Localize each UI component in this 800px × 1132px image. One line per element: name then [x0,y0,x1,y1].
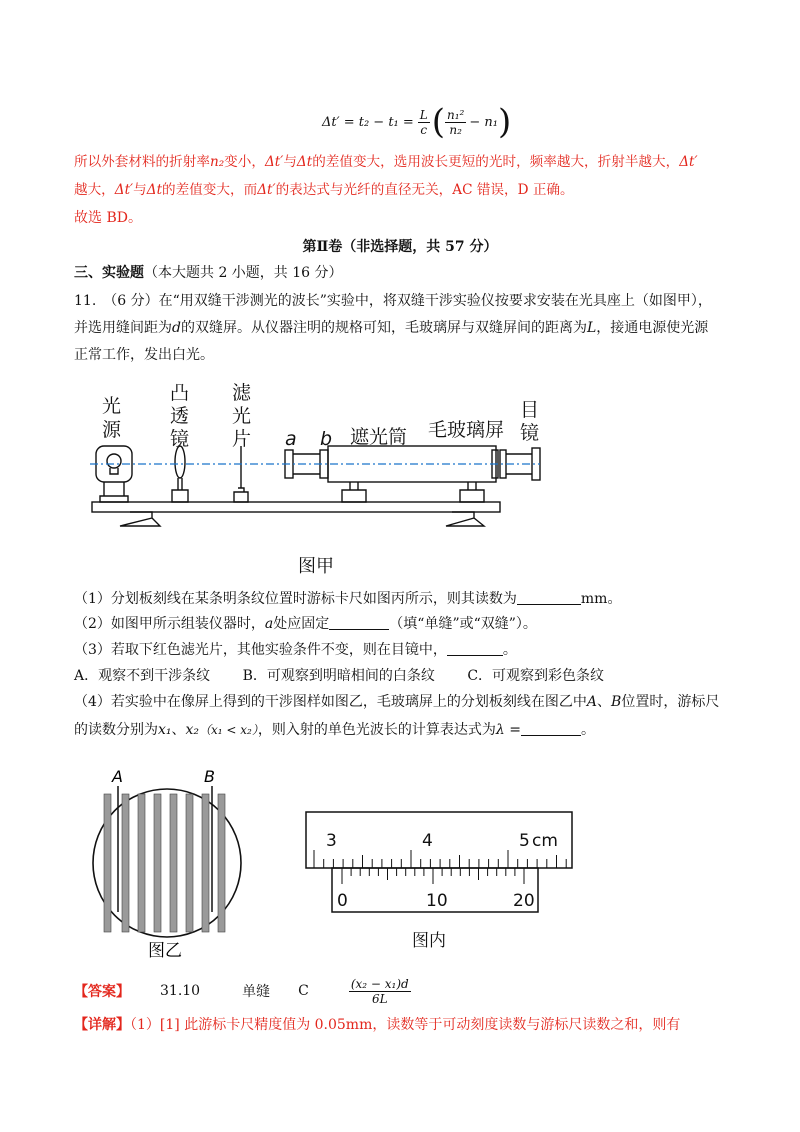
paren-open: ( [431,102,446,142]
lens-holder [172,478,188,502]
optical-bench [92,502,500,512]
label-b: b [320,428,333,450]
formula-tail: − n₁ [469,114,498,130]
figure-jia-apparatus [80,380,600,580]
explanation-line-1: 所以外套材料的折射率n₂变小，Δt′与Δt的差值变大，选用波长更短的光时，频率越大，折射半越大，Δt′ [74,154,698,170]
label-filter-3: 片 [232,428,252,450]
subq-3-options [74,666,604,686]
tube-stand-2 [460,482,484,502]
subq-4-line-1: （4）若实验中在像屏上得到的干涉图样如图乙，毛玻璃屏上的分划板刻线在图乙中A、B位置时，游标尺 [74,694,720,710]
subq-1: （1）分划板刻线在某条明条纹位置时游标卡尺如图丙所示，则其读数为 mm。 [74,591,622,607]
main-label-4: 4 [422,831,433,851]
label-A: A [112,767,123,786]
light-source-stand [100,482,128,502]
answer-3: C [298,983,309,999]
answer-4-fraction: $\frac{\text{(x₂ − x₁)d}}{6L}$ [350,976,409,1006]
vernier-label-0: 0 [337,891,348,911]
option-c: C．可观察到彩色条纹 [467,668,605,684]
label-screen: 毛玻璃屏 [428,419,505,441]
q11-line-3: 正常工作，发出白光。 [74,347,214,363]
answer-label: 【答案】 [74,984,130,1000]
label-lens-1: 凸 [170,382,190,404]
label-eyepiece-2: 镜 [520,422,540,444]
bench-foot-left [120,512,160,526]
bulb-icon [107,454,121,468]
formula-delta-t [322,100,511,144]
option-b: B．可观察到明暗相间的白条纹 [242,668,435,684]
filter-holder [234,446,248,502]
caption-jia: 图甲 [298,556,334,577]
label-lens-2: 透 [170,405,190,427]
caption-bing: 图内 [412,931,446,951]
formula-frac-n: $\frac{\text{n₁²}}{\text{n₂}}$ [447,107,465,137]
answer-row [74,970,411,1012]
vernier-label-20: 20 [513,891,535,911]
vernier-label-10: 10 [426,891,448,911]
formula-frac-l-c: $\frac{L}{c}$ [419,107,428,137]
label-B: B [204,767,215,786]
section-title: 第Ⅱ卷（非选择题，共 57 分） [302,239,498,255]
bench-foot-right [446,512,484,526]
label-filter-2: 光 [232,405,252,427]
answer-1: 31.10 [160,983,201,999]
tube-stand-1 [342,482,366,502]
label-light-2: 源 [102,419,122,441]
subq-2: （2）如图甲所示组装仪器时，a处应固定 （填“单缝”或“双缝”）。 [74,616,537,632]
answer-2: 单缝 [242,984,271,1000]
main-label-5: 5 [519,831,530,851]
label-tube: 遮光筒 [350,426,408,448]
formula-lhs: Δt′ = t₂ − t₁ = [322,114,414,130]
q11-line-1: 11. （6 分）在“用双缝干涉测光的波长”实验中，将双缝干涉实验仪按要求安装在光具座上（如图甲）， [74,293,712,309]
label-a: a [285,428,297,450]
figure-bing-vernier [300,810,580,954]
main-scale-ticks [314,850,566,868]
vernier-scale-ticks [342,868,524,884]
bulb-base [110,468,118,474]
q11-line-2: 并选用缝间距为d的双缝屏。从仪器注明的规格可知，毛玻璃屏与双缝屏间的距离为L，接通电源使光源 [74,320,709,336]
label-lens-3: 镜 [170,428,190,450]
convex-lens [175,446,185,478]
explanation-line-2: 越大，Δt′与Δt的差值变大，而Δt′的表达式与光纤的直径无关，AC 错误，D 正确。 [74,182,574,198]
unit-label: cm [532,831,558,851]
caption-yi: 图乙 [148,941,182,961]
main-label-3: 3 [326,831,337,851]
label-eyepiece-1: 目 [520,399,540,421]
figure-yi-fringes [92,762,252,962]
subq-3: （3）若取下红色滤光片，其他实验条件不变，则在目镜中， 。 [74,642,517,658]
paren-close: ) [497,102,512,142]
label-filter-1: 滤 [232,382,252,404]
option-a: A．观察不到干涉条纹 [74,668,211,684]
explanation-line-3: 故选 BD。 [74,210,142,226]
fringe-bars [104,794,225,932]
part3-heading: 三、实验题（本大题共 2 小题，共 16 分） [74,265,343,281]
label-light-1: 光 [102,395,122,417]
detail-line: 【详解】（1）[1] 此游标卡尺精度值为 0.05mm，读数等于可动刻度读数与游标尺读数之和，则有 [74,1017,681,1033]
subq-4-line-2: 的读数分别为x₁、x₂（x₁ < x₂），则入射的单色光波长的计算表达式为λ = 。 [74,722,595,738]
